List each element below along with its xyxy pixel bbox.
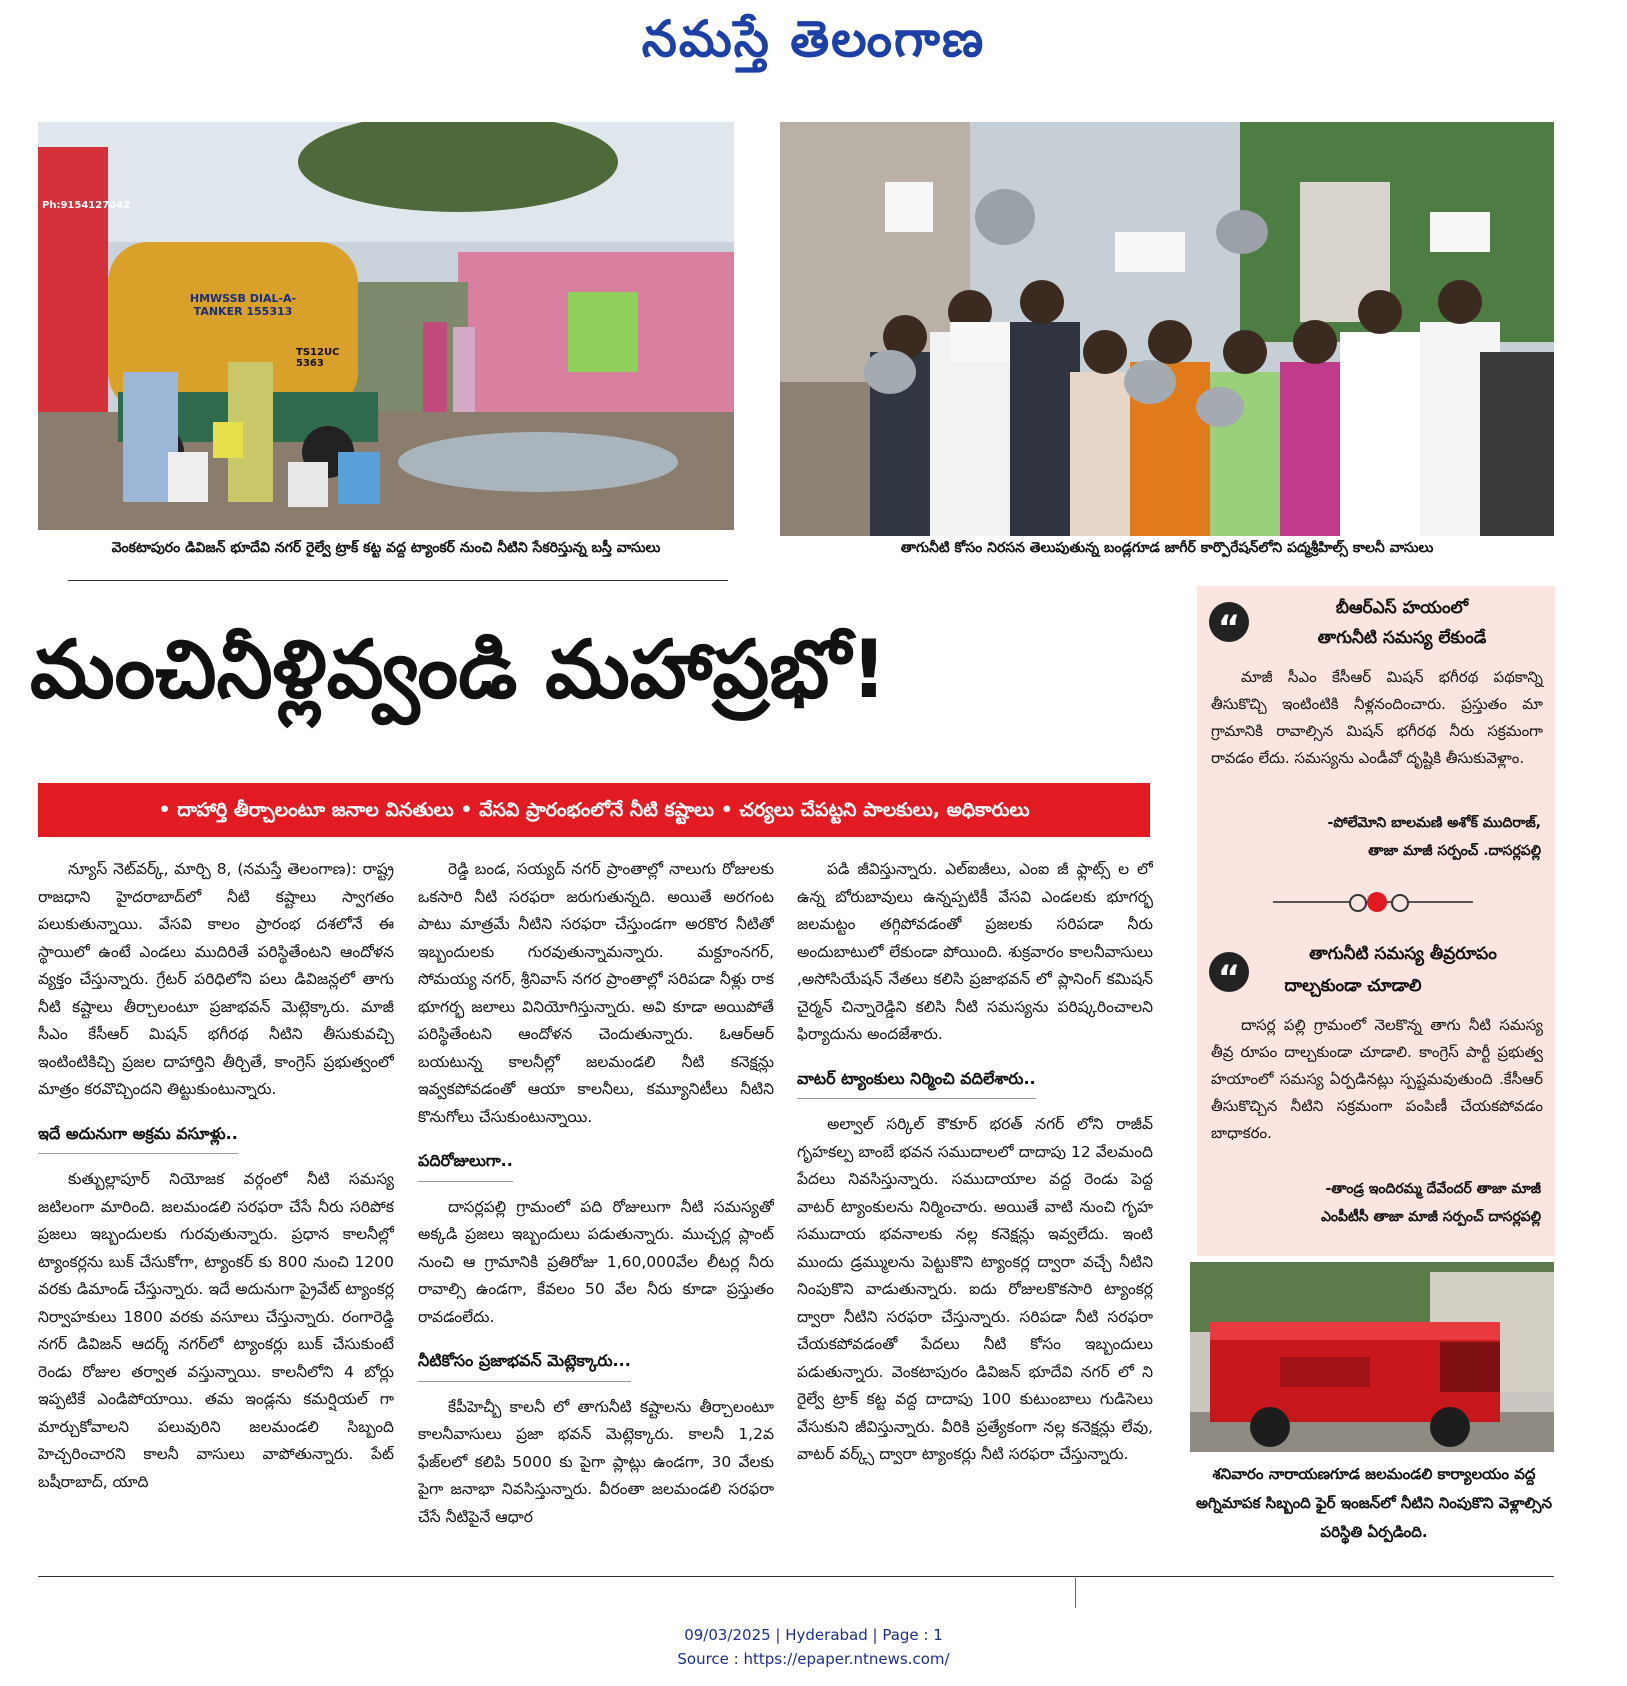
quote1-body: మాజీ సీఎం కేసీఆర్ మిషన్ భగీరథ పథకాన్ని తీసుకొచ్చి ఇంటింటికి నీళ్లనందించారు. ప్రస్తుతం మా గ్రామానికి రావాల్సిన మిషన్ భగీరథ నీరు సక్రమంగా రావడం లేదు. సమస్యను ఎండీవో దృష్టికి తీసుకువెళ్లాం. [1211,668,1543,767]
col3-subheading: వాటర్ ట్యాంకులు నిర్మించి వదిలేశారు.. [797,1065,1036,1100]
quote2-title-line2: దాల్చకుండా చూడాలి [1284,976,1422,996]
col3-paragraph-2: అల్వాల్ సర్కిల్ కౌకూర్ భరత్ నగర్ లోని రాజీవ్ గృహకల్ప బాంబే భవన సముదాలలో దాదాపు 12 వేలమంది పేదలు నివసిస్తున్నారు. సముదాయాల వద్ద రెండు పెద్ద వాటర్ ట్యాంకులను నిర్మించారు. అయితే వాటి నుంచి గృహ సముదాయ భవనాలకు నల్ల కనెక్షన్లు ఇవ్వలేదు. ఇంటి ముందు డ్రమ్ములను పెట్టుకొని ట్యాంకర్ల ద్వారా వచ్చే నీటిని నింపుకొని వాడుతున్నారు. ఐదు రోజులకొకసారి ట్యాంకర్ల ద్వారా నీటిని సరఫరా చేస్తున్నారు. సరిపడా నీటి సరఫరా చేయకపోవడంతో పేదలు నీటి కోసం ఇబ్బందులు పడుతున్నారు. వెంకటాపురం డివిజన్ భూదేవి నగర్ లో ని రైల్వే ట్రాక్ కట్ట వద్ద దాదాపు 100 కుటుంబాలు గుడిసెలు వేసుకుని జీవిస్తున్నారు. వీరికి ప్రత్యేకంగా నల్ల కనెక్షన్లు లేవు, వాటర్ వర్క్స్ ద్వారా ట్యాంకర్లు నీటి సరఫరా చేస్తున్నారు. [797,1115,1153,1463]
shop-phone: Ph:9154127042 [42,200,131,211]
quote-icon: “ [1209,952,1249,992]
fire-engine-caption: శనివారం నారాయణగూడ జలమండలి కార్యాలయం వద్ద అగ్నిమాపక సిబ్బంది ఫైర్ ఇంజన్‌లో నీటిని నింపుకొని వెళ్లాల్సిన పరిస్థితి ఏర్పడింది. [1195,1465,1553,1541]
col2-subheading-2: నీటికోసం ప్రజాభవన్ మెట్లెక్కారు... [418,1347,631,1382]
quote1-signature-line1: -పోలేమోని బాలమణి అశోక్ ముదిరాజ్, [1327,815,1541,831]
quotes-sidebar [1197,586,1555,1256]
col2-paragraph-1: రెడ్డి బండ, సయ్యద్ నగర్ ప్రాంతాల్లో నాలుగు రోజులకు ఒకసారి నీటి సరఫరా జరుగుతున్నది. అయితే అరగంట పాటు మాత్రమే నీటిని సరఫరా చేస్తుండగా అరకొర నీటితో ఇబ్బందులకు గురవుతున్నామన్నారు. మక్దూంనగర్, సోమయ్య నగర్, శ్రీనివాస్ నగర ప్రాంతాల్లో సరిపడా నీళ్లు రాక భూగర్భ జలాలు వినియోగిస్తున్నారు. అవి కూడా అయిపోతే పరిస్థితేంటని ఆందోళన చెందుతున్నారు. ఓఆర్ఆర్ బయటున్న కాలనీల్లో జలమండలి నీటి కనెక్షన్లు ఇవ్వకపోవడంతో ఆయా కాలనీలు, కమ్యూనిటీలు నీటిని కొనుగోలు చేసుకుంటున్నాయి. [418,860,774,1126]
main-headline: మంచినీళ్లివ్వండి మహాప్రభో! [30,623,888,716]
quote-icon: “ [1209,602,1249,642]
quote1-title-line1: బీఆర్ఎస్ హయంలో [1335,598,1469,618]
tanker-registration: TS12UC 5363 [296,347,340,369]
quote2-signature-line2: ఎంపీటీసీ తాజా మాజీ సర్పంచ్ దాసర్లపల్లి [1320,1209,1541,1225]
right-photo-caption: తాగునీటి కోసం నిరసన తెలుపుతున్న బండ్లగూడ జాగీర్ కార్పొరేషన్‌లోని పద్మశ్రీహిల్స్ కాలనీ వాసులు [900,540,1434,556]
quote2-title-line1: తాగునీటి సమస్య తీవ్రరూపం [1309,944,1497,964]
quote1-signature-line2: తాజా మాజీ సర్పంచ్ .దాసర్లపల్లి [1368,843,1541,859]
article-column-3 [797,856,1153,1556]
quote2-signature-line1: -తాండ్ర ఇందిరమ్మ దేవేందర్ తాజా మాజీ [1325,1181,1541,1197]
article-column-2 [418,856,774,1556]
quote-divider [1273,892,1473,912]
col2-paragraph-3: కేపీహెచ్బీ కాలనీ లో తాగునీటి కష్టాలను తీర్చాలంటూ కాలనీవాసులు ప్రజా భవన్ మెట్లెక్కారు. కాలనీ 1,2వ ఫేజ్‌లలో కలిపి 5000 కు పైగా ప్లాట్లు ఉండగా, 30 వేలకు పైగా జనాభా నివసిస్తున్నారు. వీరంతా జలమండలి సరఫరా చేసే నీటిపైనే ఆధార [418,1397,774,1526]
footer-date-line: 09/03/2025 | Hyderabad | Page : 1 [684,1626,943,1644]
left-photo-caption: వెంకటాపురం డివిజన్ భూదేవి నగర్ రైల్వే ట్రాక్ కట్ట వద్ద ట్యాంకర్ నుంచి నీటిని సేకరిస్తున్న బస్తీ వాసులు [111,540,661,556]
col1-paragraph-1: న్యూస్ నెట్‌వర్క్, మార్చి 8, (నమస్తే తెలంగాణ): రాష్ట్ర రాజధాని హైదరాబాద్‌లో నీటి కష్టాలు స్వాగతం పలుకుతున్నాయి. వేసవి కాలం ప్రారంభ దశలోనే ఈ స్థాయిలో ఉంటే ఎండలు ముదిరితే పరిస్థితేంటని ఆందోళన వ్యక్తం చేస్తున్నారు. గ్రేటర్ పరిధిలోని పలు డివిజన్లలో తాగు నీటి కష్టాలు తీర్చాలంటూ ప్రజాభవన్ మెట్లెక్కారు. మాజీ సీఎం కేసీఆర్ మిషన్ భగీరథ నీటిని తీసుకువచ్చి ఇంటింటికిచ్చి ప్రజల దాహార్తిని తీర్చితే, కాంగ్రెస్ ప్రభుత్వంలో మాత్రం కరవొచ్చిందని తిట్టుకుంటున్నారు. [38,860,394,1098]
subheadline-bar: • దాహార్తి తీర్చాలంటూ జనాల వినతులు • వేసవి ప్రారంభంలోనే నీటి కష్టాలు • చర్యలు చేపట్టని పాలకులు, అధికారులు [38,783,1150,837]
footer-source-link[interactable]: Source : https://epaper.ntnews.com/ [677,1650,950,1668]
col1-subheading: ఇదే అదునుగా అక్రమ వసూళ్లు.. [38,1120,238,1155]
protest-photo [780,122,1554,536]
tanker-label: HMWSSB DIAL-A-TANKER 155313 [189,292,297,318]
newspaper-masthead: నమస్తే తెలంగాణ [641,10,986,68]
col2-subheading-1: పదిరోజులుగా.. [418,1147,513,1182]
fire-engine-photo [1190,1262,1554,1452]
tanker-photo [38,122,734,530]
col1-paragraph-2: కుత్బుల్లాపూర్ నియోజక వర్గంలో నీటి సమస్య జటిలంగా మారింది. జలమండలి సరఫరా చేసే నీరు సరిపోక ప్రజలు ఇబ్బందులకు గురవుతున్నారు. ప్రధాన కాలనీల్లో ట్యాంకర్లను బుక్ చేసుకోగా, ట్యాంకర్ కు 800 నుంచి 1200 వరకు డిమాండ్ చేస్తున్నారు. ఇదే అదునుగా ప్రైవేట్ ట్యాంకర్ల నిర్వాహకులు 1800 వరకు వసూలు చేస్తున్నారు. రంగారెడ్డి నగర్ డివిజన్ ఆదర్శ్ నగర్‌లో ట్యాంకర్లు బుక్ చేసుకుంటే రెండు రోజుల తర్వాత వస్తున్నాయి. కాలనీలోని 4 బోర్లు ఇప్పటికే ఎండిపోయాయి. తమ ఇండ్లను కమర్షియల్ గా మార్చుకోవాలని పలువురిని జలమండలి సిబ్బంది హెచ్చరించారని కాలనీ వాసులు వాపోతున్నారు. పేట్ బషీరాబాద్, యాది [38,1170,394,1491]
quote1-title-line2: తాగునీటి సమస్య లేకుండే [1317,628,1487,648]
bottom-divider [38,1576,1554,1577]
col3-paragraph-1: పడి జీవిస్తున్నారు. ఎల్ఐజీలు, ఎంఐ జీ ఫ్లాట్స్ ల లో ఉన్న బోరుబావులు ఉన్నప్పటికీ వేసవి ఎండలకు భూగర్భ జలమట్టం తగ్గిపోవడంతో ప్రజలకు సరిపడా నీరు అందుబాటులో లేకుండా పోయింది. శుక్రవారం కాలనీవాసులు ,అసోసియేషన్ నేతలు కలిసి ప్రజాభవన్ లో ప్లానింగ్ కమిషన్ చైర్మన్ చిన్నారెడ్డిని కలిసి నీటి సమస్యను పరిష్కరించాలని ఫిర్యాదును అందజేశారు. [797,860,1153,1043]
article-column-1 [38,856,394,1556]
col2-paragraph-2: దాసర్లపల్లి గ్రామంలో పది రోజులుగా నీటి సమస్యతో అక్కడి ప్రజలు ఇబ్బందులు పడుతున్నారు. ముచ్చర్ల ప్లాంట్ నుంచి ఆ గ్రామానికి ప్రతిరోజు 1,60,000వేల లీటర్ల నీరు రావాల్సి ఉండగా, కేవలం 50 వేల నీరు కూడా ప్రస్తుతం రావడంలేదు. [418,1197,774,1326]
quote2-body: దాసర్ల పల్లి గ్రామంలో నెలకొన్న తాగు నీటి సమస్య తీవ్ర రూపం దాల్చకుండా చూడాలి. కాంగ్రెస్ పార్టీ ప్రభుత్వ హయాంలో సమస్య ఏర్పడినట్లు స్పష్టమవుతుంది .కేసీఆర్ తీసుకొచ్చిన నీటిని సక్రమంగా పంపిణీ చేయకపోవడం బాధాకరం. [1211,1016,1543,1142]
bottom-vertical-rule [1075,1578,1076,1608]
caption-divider-left [68,580,728,581]
